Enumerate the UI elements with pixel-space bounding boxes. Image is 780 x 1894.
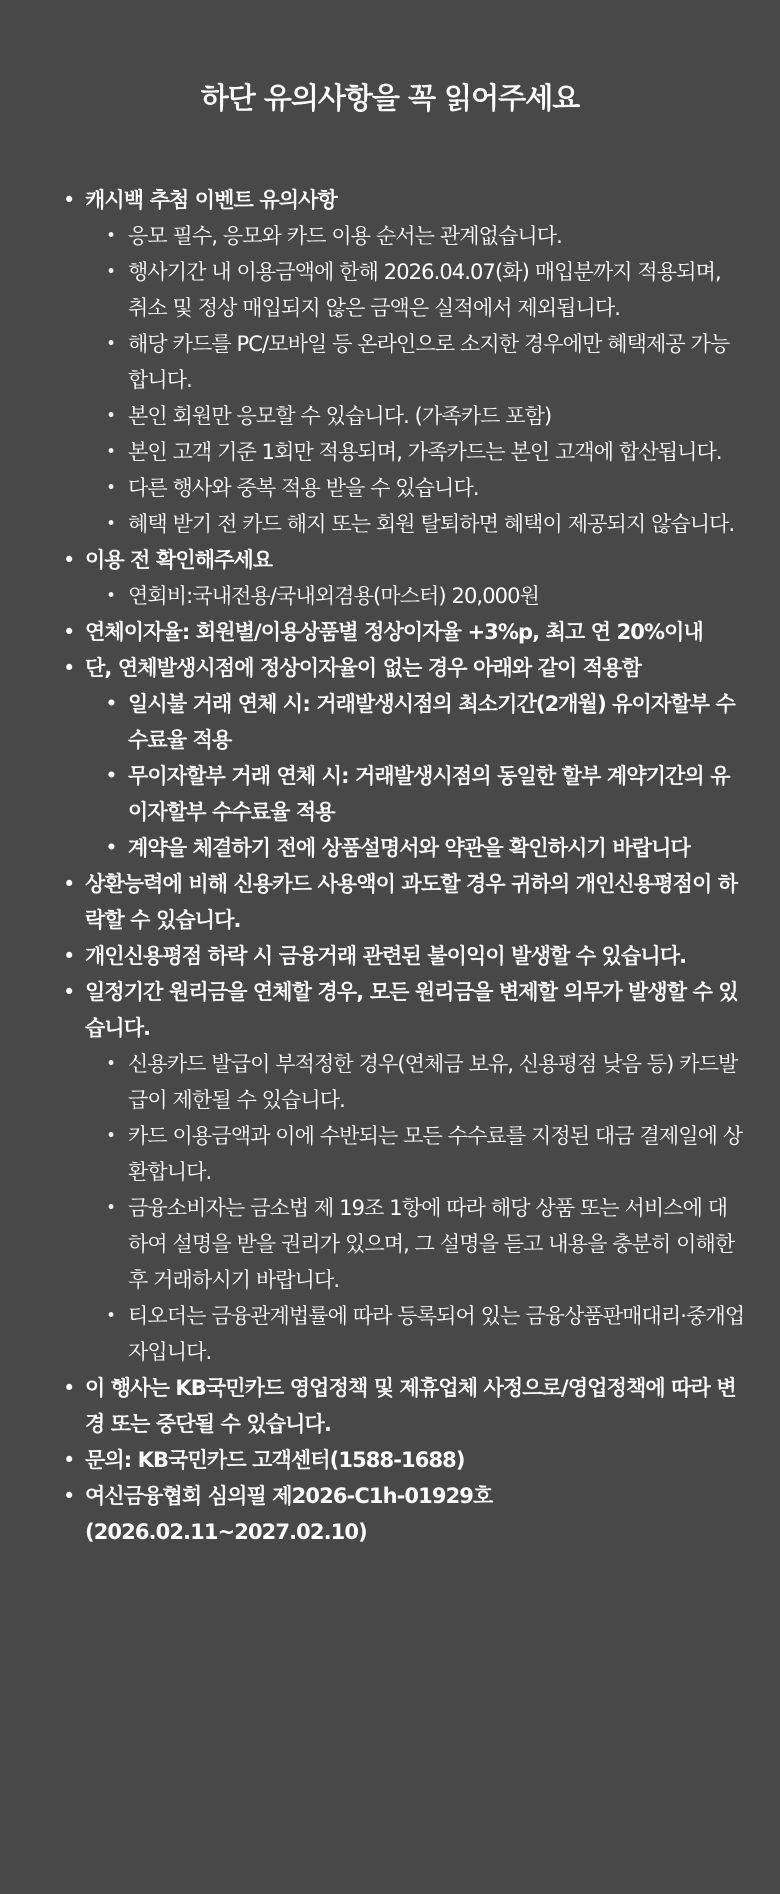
notice-sublist (128, 1046, 745, 1370)
notice-subitem: • 행사기간 내 이용금액에 한해 2026.04.07(화) 매입분까지 적용되며, 취소 및 정상 매입되지 않은 금액은 실적에서 제외됩니다. (128, 254, 745, 326)
notice-item (85, 1442, 745, 1478)
notice-subitem: • 금융소비자는 금소법 제 19조 1항에 따라 해당 상품 또는 서비스에 대하여 설명을 받을 권리가 있으며, 그 설명을 듣고 내용을 충분히 이해한 후 거래하시기 바랍니다. (128, 1190, 745, 1298)
notice-subitem: • 무이자할부 거래 연체 시: 거래발생시점의 동일한 할부 계약기간의 유이자할부 수수료율 적용 (128, 758, 745, 830)
notice-item-text: 단, 연체발생시점에 정상이자율이 없는 경우 아래와 같이 적용함 (85, 656, 641, 680)
notice-item (85, 938, 745, 974)
notice-item-text: 상환능력에 비해 신용카드 사용액이 과도할 경우 귀하의 개인신용평점이 하락할 수 있습니다. (85, 872, 738, 932)
notice-item (85, 974, 745, 1370)
notice-subitem: • 응모 필수, 응모와 카드 이용 순서는 관계없습니다. (128, 218, 745, 254)
notice-subitem: • 계약을 체결하기 전에 상품설명서와 약관을 확인하시기 바랍니다 (128, 830, 745, 866)
notice-item-text: 여신금융협회 심의필 제2026-C1h-01929호 (2026.02.11~2027.02.10) (85, 1484, 493, 1544)
notice-item-text: 문의: KB국민카드 고객센터(1588-1688) (85, 1448, 465, 1472)
notice-item-text: 연체이자율: 회원별/이용상품별 정상이자율 +3%p, 최고 연 20%이내 (85, 620, 703, 644)
notice-item-text: 개인신용평점 하락 시 금융거래 관련된 불이익이 발생할 수 있습니다. (85, 944, 687, 968)
notice-item (85, 1478, 745, 1550)
notice-item (85, 866, 745, 938)
notice-sublist (128, 686, 745, 866)
notice-subitem: • 일시불 거래 연체 시: 거래발생시점의 최소기간(2개월) 유이자할부 수수료율 적용 (128, 686, 745, 758)
notice-subitem: • 신용카드 발급이 부적정한 경우(연체금 보유, 신용평점 낮음 등) 카드발급이 제한될 수 있습니다. (128, 1046, 745, 1118)
notice-item-text: 캐시백 추첨 이벤트 유의사항 (85, 188, 337, 212)
notice-subitem: • 연회비:국내전용/국내외겸용(마스터) 20,000원 (128, 578, 745, 614)
notice-item (85, 1370, 745, 1442)
notice-item-text: 이용 전 확인해주세요 (85, 548, 273, 572)
notice-sublist (128, 578, 745, 614)
notice-subitem: • 해당 카드를 PC/모바일 등 온라인으로 소지한 경우에만 혜택제공 가능합니다. (128, 326, 745, 398)
notice-item (85, 650, 745, 866)
notice-subitem: • 혜택 받기 전 카드 해지 또는 회원 탈퇴하면 혜택이 제공되지 않습니다. (128, 506, 745, 542)
page-title: 하단 유의사항을 꼭 읽어주세요 (200, 81, 580, 115)
notice-subitem: • 다른 행사와 중복 적용 받을 수 있습니다. (128, 470, 745, 506)
notice-subitem: • 티오더는 금융관계법률에 따라 등록되어 있는 금융상품판매대리·중개업자입니다. (128, 1298, 745, 1370)
notice-subitem: • 카드 이용금액과 이에 수반되는 모든 수수료를 지정된 대금 결제일에 상환합니다. (128, 1118, 745, 1190)
notice-item-text: 이 행사는 KB국민카드 영업정책 및 제휴업체 사정으로/영업정책에 따라 변경 또는 중단될 수 있습니다. (85, 1376, 736, 1436)
notice-subitem: • 본인 고객 기준 1회만 적용되며, 가족카드는 본인 고객에 합산됩니다. (128, 434, 745, 470)
notice-list (85, 182, 745, 1550)
notice-item (85, 182, 745, 542)
notice-item-text: 일정기간 원리금을 연체할 경우, 모든 원리금을 변제할 의무가 발생할 수 있습니다. (85, 980, 738, 1040)
notice-sublist (128, 218, 745, 542)
notice-item (85, 542, 745, 614)
notice-item (85, 614, 745, 650)
notice-subitem: • 본인 회원만 응모할 수 있습니다. (가족카드 포함) (128, 398, 745, 434)
